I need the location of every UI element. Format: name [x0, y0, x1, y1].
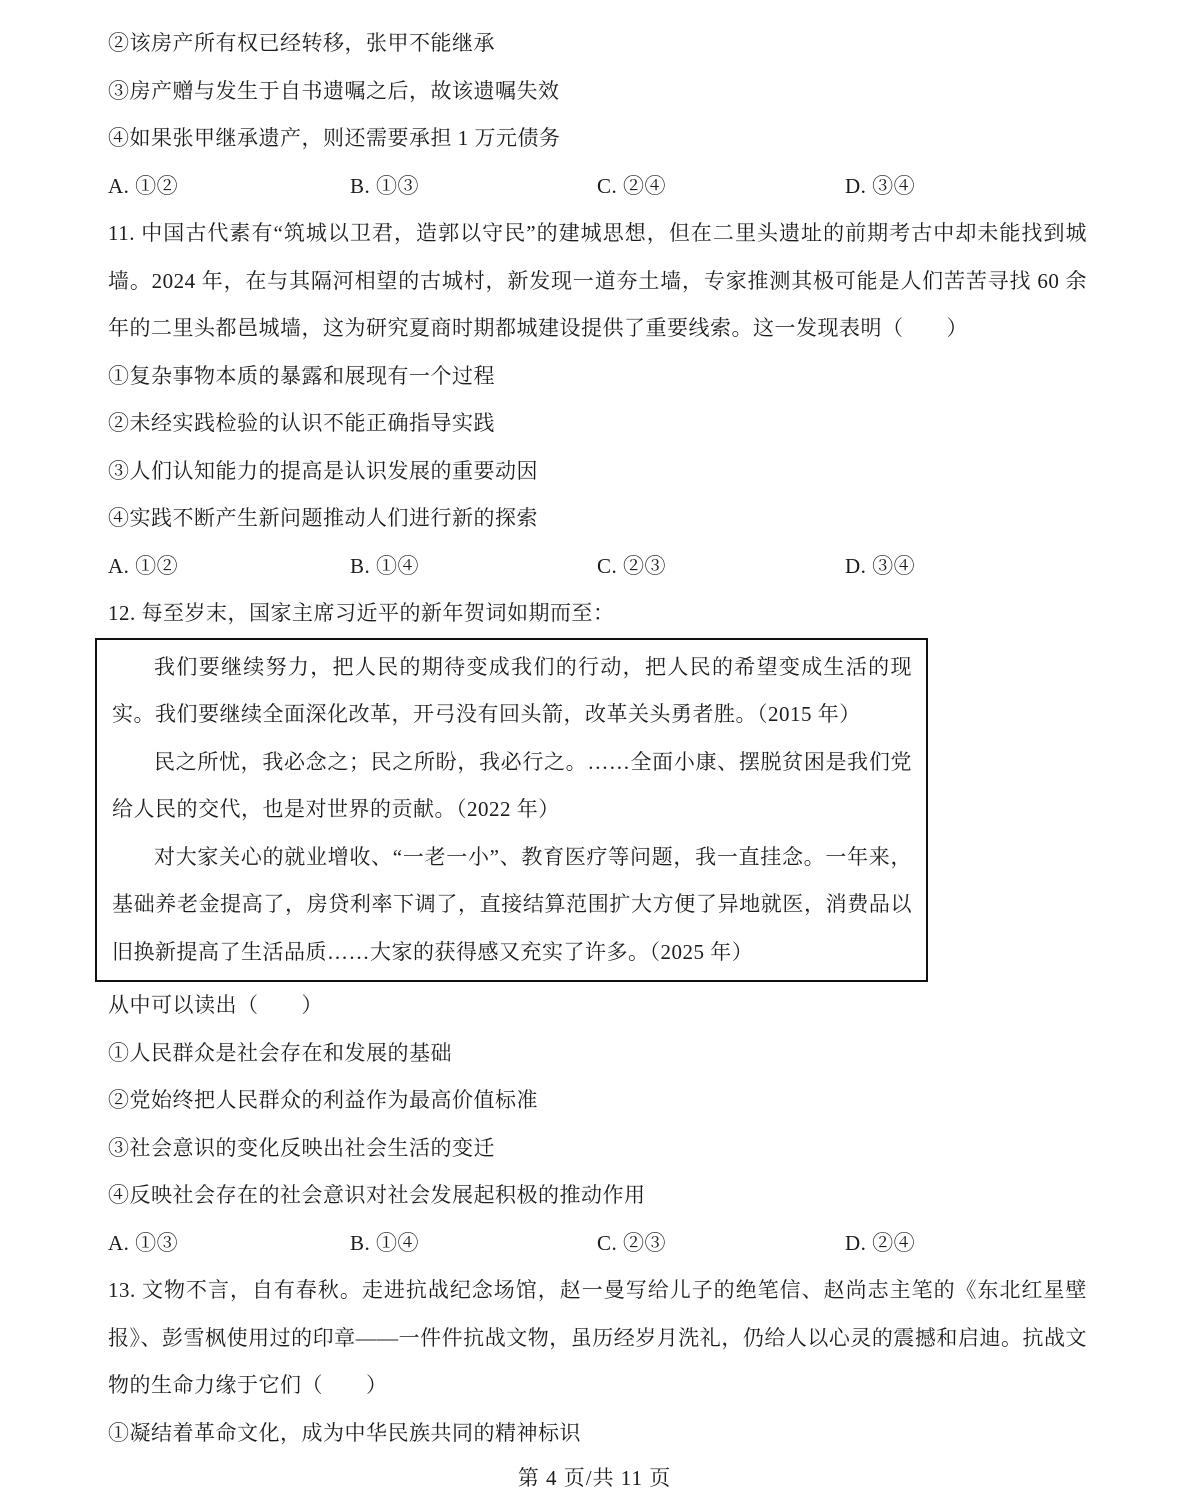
q12-quote-box — [95, 638, 928, 983]
q12-choice-a: A. ①③ — [108, 1230, 179, 1255]
q11-choices-row — [108, 543, 1087, 591]
q11-option-4: ④实践不断产生新问题推动人们进行新的探索 — [108, 506, 538, 530]
q10-option-3: ③房产赠与发生于自书遗嘱之后，故该遗嘱失效 — [108, 78, 560, 103]
q11-option-2: ②未经实践检验的认识不能正确指导实践 — [108, 411, 495, 435]
q12-option-2: ②党始终把人民群众的利益作为最高价值标准 — [108, 1088, 538, 1112]
q12-choice-b: B. ①④ — [350, 1230, 420, 1255]
q11-choice-b: B. ①④ — [350, 553, 420, 578]
q13-stem: 13. 文物不言，自有春秋。走进抗战纪念场馆，赵一曼写给儿子的绝笔信、赵尚志主笔的《东北红星壁报》、彭雪枫使用过的印章——一件件抗战文物，虽历经岁月洗礼，仍给人以心灵的震撼和启迪。抗战文物的生命力缘于它们（ ） — [108, 1278, 1087, 1397]
q12-option-4: ④反映社会存在的社会意识对社会发展起积极的推动作用 — [108, 1183, 646, 1207]
q10-choice-b: B. ①③ — [350, 173, 420, 198]
q12-choice-d: D. ②④ — [845, 1230, 916, 1255]
q13-option-1: ①凝结着革命文化，成为中华民族共同的精神标识 — [108, 1420, 581, 1445]
q12-quote-paragraph-2015: 我们要继续努力，把人民的期待变成我们的行动，把人民的希望变成生活的现实。我们要继续全面深化改革，开弓没有回头箭，改革关头勇者胜。（2015 年） — [112, 654, 912, 726]
q12-choices-row — [108, 1220, 1087, 1268]
page-number-footer: 第 4 页/共 11 页 — [517, 1466, 672, 1490]
q11-choice-c: C. ②③ — [597, 553, 667, 578]
q10-option-4: ④如果张甲继承遗产，则还需要承担 1 万元债务 — [108, 126, 561, 150]
q12-intro: 12. 每至岁末，国家主席习近平的新年贺词如期而至： — [108, 601, 615, 625]
q11-choice-a: A. ①② — [108, 553, 179, 578]
q11-stem: 11. 中国古代素有“筑城以卫君，造郭以守民”的建城思想，但在二里头遗址的前期考古中却未能找到城墙。2024 年，在与其隔河相望的古城村，新发现一道夯土墙，专家推测其极可能是人们苦苦寻找 60 余年的二里头都邑城墙，这为研究夏商时期都城建设提供了重要线索。这一发现表明（ ） — [108, 221, 1087, 340]
q11-option-1: ①复杂事物本质的暴露和展现有一个过程 — [108, 363, 495, 388]
q12-quote-paragraph-2022: 民之所忧，我必念之；民之所盼，我必行之。……全面小康、摆脱贫困是我们党给人民的交代，也是对世界的贡献。（2022 年） — [112, 749, 912, 821]
q10-choice-a: A. ①② — [108, 173, 179, 198]
q11-option-3: ③人们认知能力的提高是认识发展的重要动因 — [108, 458, 538, 483]
q10-choice-c: C. ②④ — [597, 173, 667, 198]
q10-choices-row — [108, 163, 1087, 211]
q12-option-1: ①人民群众是社会存在和发展的基础 — [108, 1040, 452, 1065]
q12-lead: 从中可以读出（ ） — [108, 993, 323, 1017]
q11-choice-d: D. ③④ — [845, 553, 916, 578]
q12-choice-c: C. ②③ — [597, 1230, 667, 1255]
q10-option-2: ②该房产所有权已经转移，张甲不能继承 — [108, 31, 495, 55]
q12-option-3: ③社会意识的变化反映出社会生活的变迁 — [108, 1135, 495, 1160]
q12-quote-paragraph-2025: 对大家关心的就业增收、“一老一小”、教育医疗等问题，我一直挂念。一年来，基础养老金提高了，房贷利率下调了，直接结算范围扩大方便了异地就医，消费品以旧换新提高了生活品质……大家的获得感又充实了许多。（2025 年） — [112, 844, 912, 964]
exam-content — [108, 20, 1087, 1457]
q10-choice-d: D. ③④ — [845, 173, 916, 198]
